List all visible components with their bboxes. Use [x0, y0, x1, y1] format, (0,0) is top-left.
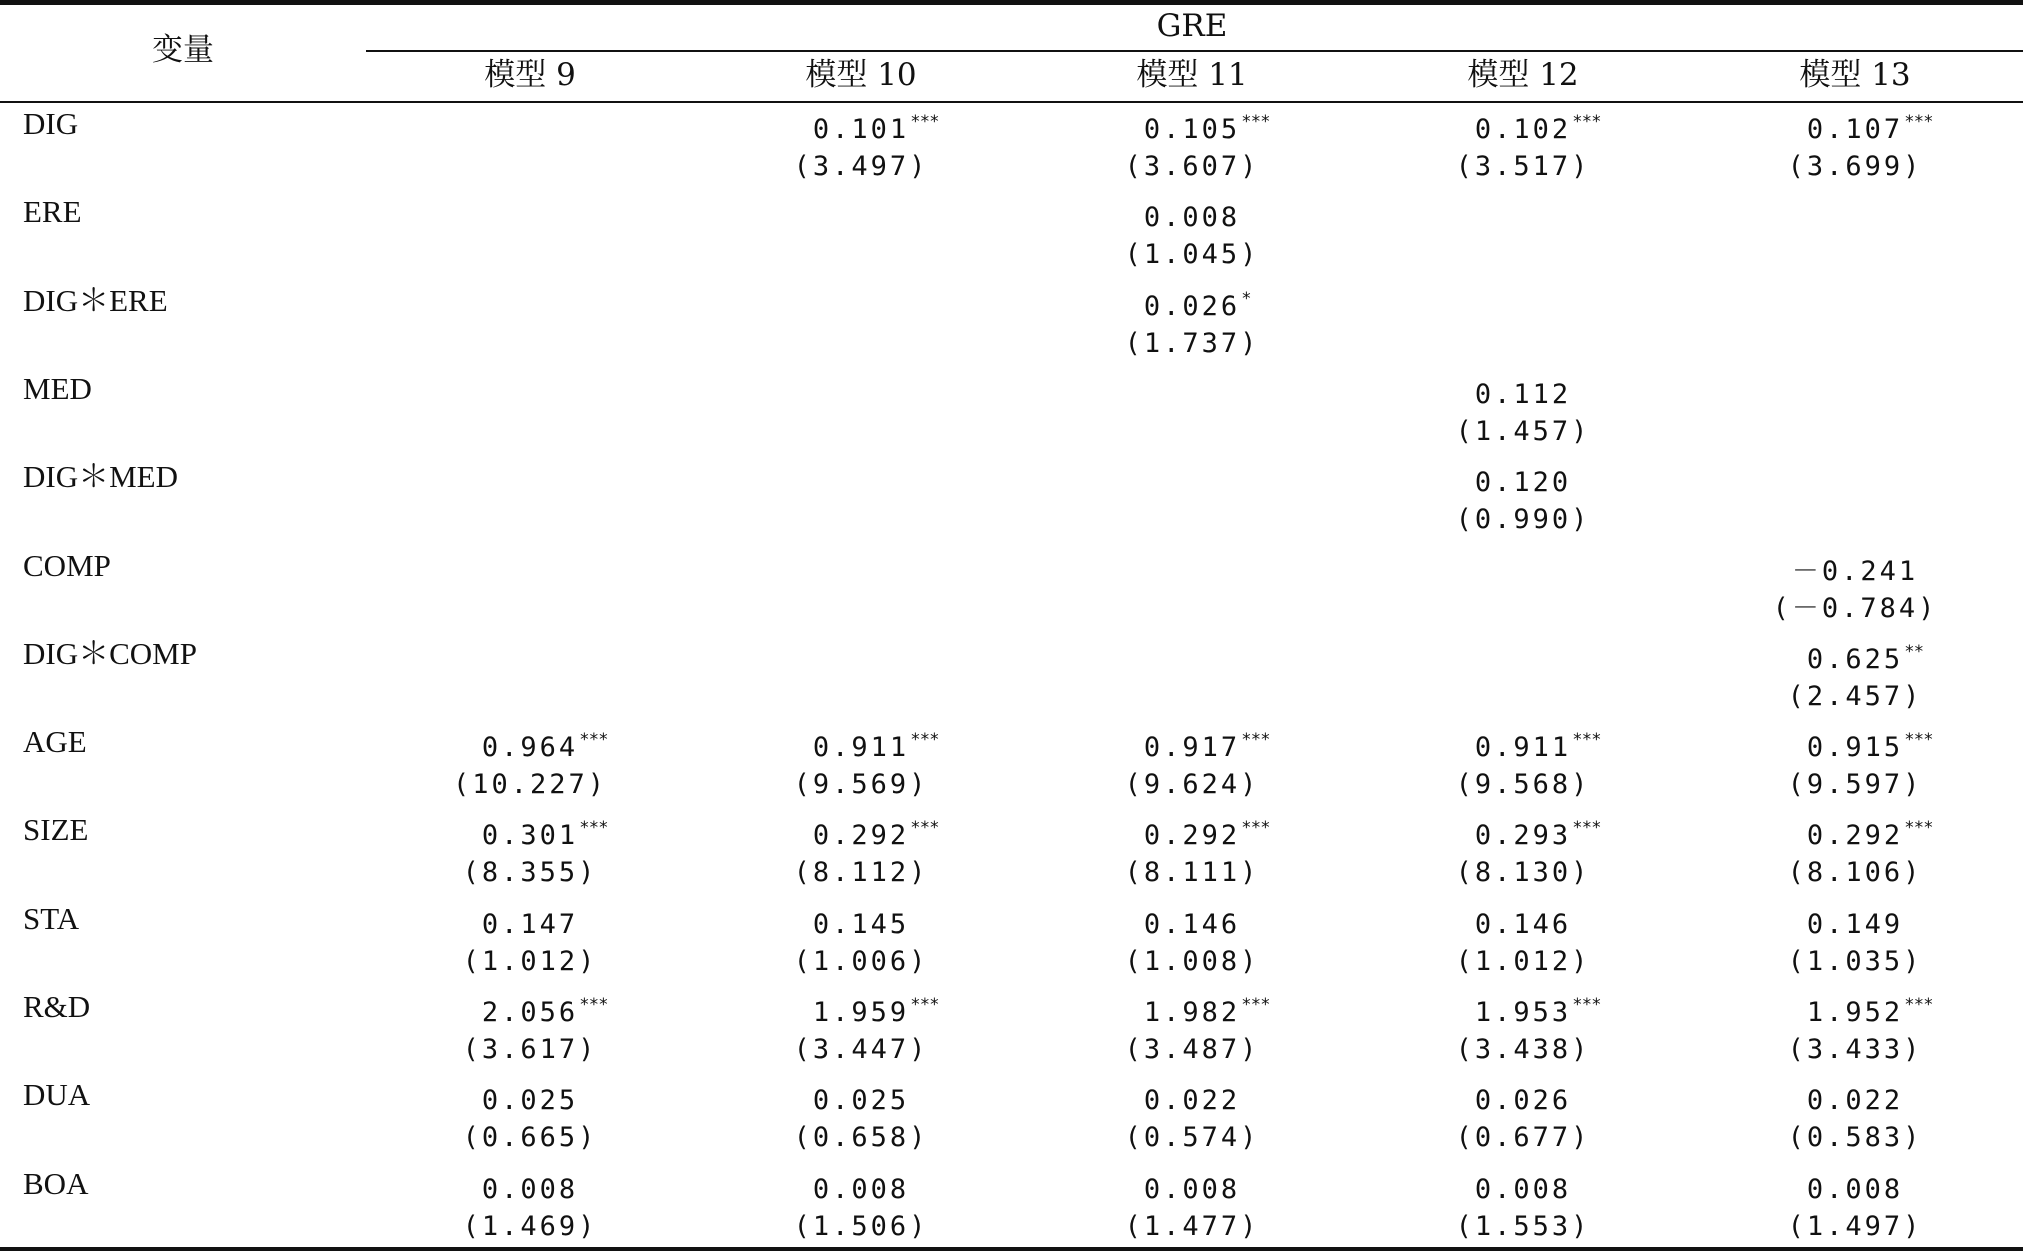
t-statistic-value: (3.447) — [793, 1034, 929, 1065]
model-header-11: 模型 11 — [1136, 57, 1248, 93]
t-statistic-cell — [1788, 677, 1923, 717]
t-statistic-cell — [1125, 1118, 1260, 1158]
coefficient-cell — [813, 1081, 909, 1121]
coefficient-cell — [1474, 728, 1602, 768]
t-statistic-value: (1.045) — [1124, 239, 1260, 271]
variable-header: 变量 — [152, 32, 214, 68]
t-statistic-cell — [794, 1030, 929, 1070]
t-statistic-cell — [794, 765, 929, 805]
t-statistic-cell — [1125, 324, 1260, 364]
coefficient-cell — [812, 728, 940, 768]
t-statistic-cell — [1773, 589, 1938, 629]
t-statistic-cell — [1125, 853, 1260, 893]
coefficient-value: 0.008 — [812, 1173, 910, 1205]
coefficient-cell — [1792, 552, 1918, 592]
t-statistic-cell — [1125, 1030, 1260, 1070]
t-statistic-value: (3.617) — [462, 1034, 598, 1065]
t-statistic-value: (1.457) — [1455, 415, 1591, 447]
t-statistic-cell — [1456, 412, 1591, 452]
top-rule — [0, 0, 2023, 5]
coefficient-cell — [1144, 1170, 1240, 1210]
t-statistic-cell — [1456, 500, 1591, 540]
coefficient-value: 0.107 — [1806, 114, 1904, 145]
coefficient-value: 0.292 — [1806, 820, 1904, 852]
variable-label: SIZE — [23, 812, 89, 848]
coefficient-cell — [1806, 993, 1934, 1033]
coefficient-value: 0.301 — [481, 820, 579, 852]
t-statistic-value: (3.607) — [1124, 151, 1260, 182]
t-statistic-value: (1.035) — [1787, 945, 1923, 977]
coefficient-cell — [1474, 816, 1602, 856]
coefficient-value: 0.293 — [1474, 820, 1572, 852]
coefficient-cell — [1143, 816, 1271, 856]
t-statistic-value: (8.106) — [1787, 857, 1923, 889]
coefficient-value: 0.105 — [1143, 114, 1241, 145]
coefficient-cell — [482, 1170, 578, 1210]
coefficient-cell — [812, 816, 940, 856]
t-statistic-value: (9.569) — [793, 769, 929, 801]
coefficient-value: 0.025 — [812, 1085, 910, 1117]
t-statistic-cell — [1456, 942, 1591, 982]
coefficient-cell — [1475, 375, 1571, 415]
t-statistic-value: (3.699) — [1787, 151, 1923, 182]
coefficient-value: 0.146 — [1474, 908, 1572, 940]
coefficient-value: 0.149 — [1806, 908, 1904, 940]
variable-label: DUA — [23, 1077, 91, 1113]
model-header-10: 模型 10 — [805, 57, 917, 93]
coefficient-value: 0.145 — [812, 908, 910, 940]
variable-label: DIG — [23, 106, 79, 141]
variable-label: AGE — [23, 724, 87, 760]
coefficient-cell — [813, 905, 909, 945]
t-statistic-value: (0.658) — [793, 1122, 929, 1154]
coefficient-cell — [1806, 816, 1934, 856]
group-rule — [366, 50, 2023, 52]
variable-label: MED — [23, 370, 92, 406]
variable-label: STA — [23, 900, 80, 936]
coefficient-value: 1.959 — [812, 997, 910, 1028]
t-statistic-value: (0.583) — [1787, 1122, 1923, 1154]
coefficient-value: 0.022 — [1806, 1085, 1904, 1117]
t-statistic-cell — [1456, 853, 1591, 893]
coefficient-cell — [1474, 110, 1602, 150]
t-statistic-value: (9.624) — [1124, 769, 1260, 801]
coefficient-cell — [1143, 728, 1271, 768]
significance-stars: *** — [1905, 818, 1934, 839]
t-statistic-value: (9.597) — [1787, 769, 1923, 801]
coefficient-cell — [482, 905, 578, 945]
significance-stars: *** — [1573, 818, 1602, 839]
t-statistic-value: (1.008) — [1124, 945, 1260, 977]
coefficient-value: 0.112 — [1474, 378, 1572, 410]
t-statistic-value: (1.012) — [1455, 945, 1591, 977]
t-statistic-value: (0.677) — [1455, 1122, 1591, 1154]
coefficient-value: 0.008 — [1806, 1173, 1904, 1205]
t-statistic-cell — [794, 853, 929, 893]
coefficient-cell — [812, 110, 940, 150]
t-statistic-cell — [1456, 1118, 1591, 1158]
t-statistic-cell — [1788, 1118, 1923, 1158]
coefficient-value: 0.025 — [481, 1085, 579, 1117]
header-rule — [0, 101, 2023, 103]
coefficient-cell — [1475, 463, 1571, 503]
significance-stars: *** — [1242, 112, 1271, 132]
coefficient-value: 0.964 — [481, 732, 579, 764]
significance-stars: *** — [1905, 730, 1934, 751]
coefficient-value: －0.241 — [1791, 555, 1919, 587]
coefficient-value: 0.026 — [1474, 1085, 1572, 1117]
t-statistic-cell — [1456, 147, 1591, 187]
coefficient-value: 0.008 — [1143, 1173, 1241, 1205]
t-statistic-cell — [1788, 1030, 1923, 1070]
coefficient-cell — [481, 728, 609, 768]
coefficient-cell — [1475, 1170, 1571, 1210]
t-statistic-value: (0.574) — [1124, 1122, 1260, 1154]
significance-stars: *** — [911, 112, 940, 132]
t-statistic-value: (3.438) — [1455, 1034, 1591, 1065]
t-statistic-value: (1.006) — [793, 945, 929, 977]
t-statistic-cell — [1456, 765, 1591, 805]
t-statistic-value: (3.433) — [1787, 1034, 1923, 1065]
significance-stars: ** — [1905, 641, 1925, 662]
coefficient-cell — [1474, 993, 1602, 1033]
variable-label: ERE — [23, 194, 82, 230]
coefficient-value: 0.625 — [1806, 643, 1904, 675]
variable-label: DIG＊ERE — [23, 282, 168, 318]
coefficient-cell — [1806, 110, 1934, 150]
t-statistic-value: (－0.784) — [1772, 592, 1938, 624]
t-statistic-value: (1.506) — [793, 1210, 929, 1242]
coefficient-cell — [1807, 1081, 1903, 1121]
t-statistic-value: (9.568) — [1455, 769, 1591, 801]
t-statistic-value: (1.737) — [1124, 327, 1260, 359]
coefficient-cell — [1807, 905, 1903, 945]
coefficient-value: 0.146 — [1143, 908, 1241, 940]
t-statistic-cell — [1788, 765, 1923, 805]
variable-label: DIG＊MED — [23, 459, 178, 495]
t-statistic-cell — [1125, 147, 1260, 187]
coefficient-value: 0.147 — [481, 908, 579, 940]
t-statistic-cell — [794, 1118, 929, 1158]
significance-stars: *** — [1573, 112, 1602, 132]
significance-stars: *** — [1905, 995, 1934, 1015]
t-statistic-cell — [1125, 765, 1260, 805]
t-statistic-cell — [1125, 942, 1260, 982]
coefficient-value: 0.915 — [1806, 732, 1904, 764]
t-statistic-value: (1.553) — [1455, 1210, 1591, 1242]
t-statistic-value: (8.355) — [462, 857, 598, 889]
coefficient-cell — [1143, 287, 1252, 327]
t-statistic-cell — [463, 942, 598, 982]
model-header-9: 模型 9 — [484, 57, 576, 93]
t-statistic-cell — [794, 147, 929, 187]
significance-stars: *** — [911, 730, 940, 751]
t-statistic-cell — [463, 1118, 598, 1158]
coefficient-cell — [482, 1081, 578, 1121]
coefficient-cell — [1144, 1081, 1240, 1121]
significance-stars: *** — [1242, 730, 1271, 751]
coefficient-cell — [812, 993, 940, 1033]
model-header-12: 模型 12 — [1467, 57, 1579, 93]
coefficient-value: 0.008 — [1143, 202, 1241, 234]
coefficient-value: 0.292 — [1143, 820, 1241, 852]
significance-stars: *** — [580, 818, 609, 839]
coefficient-value: 2.056 — [481, 997, 579, 1028]
t-statistic-cell — [1125, 235, 1260, 275]
group-header: GRE — [1156, 8, 1228, 44]
t-statistic-value: (1.469) — [462, 1210, 598, 1242]
t-statistic-cell — [1788, 853, 1923, 893]
coefficient-cell — [1807, 1170, 1903, 1210]
t-statistic-value: (1.477) — [1124, 1210, 1260, 1242]
t-statistic-cell — [463, 1030, 598, 1070]
t-statistic-value: (8.111) — [1124, 857, 1260, 889]
t-statistic-value: (3.517) — [1455, 151, 1591, 182]
t-statistic-value: (1.497) — [1787, 1210, 1923, 1242]
coefficient-value: 0.120 — [1474, 467, 1572, 499]
coefficient-value: 0.911 — [812, 732, 910, 764]
coefficient-cell — [481, 993, 609, 1033]
coefficient-value: 0.101 — [812, 114, 910, 145]
coefficient-value: 0.911 — [1474, 732, 1572, 764]
coefficient-cell — [1144, 198, 1240, 238]
bottom-rule — [0, 1247, 2023, 1251]
t-statistic-cell — [1456, 1030, 1591, 1070]
t-statistic-cell — [463, 1207, 598, 1247]
coefficient-cell — [1143, 110, 1271, 150]
t-statistic-cell — [1456, 1207, 1591, 1247]
variable-label: DIG＊COMP — [23, 635, 197, 671]
t-statistic-cell — [463, 853, 598, 893]
coefficient-value: 0.008 — [1474, 1173, 1572, 1205]
coefficient-value: 1.952 — [1806, 997, 1904, 1028]
t-statistic-value: (2.457) — [1787, 680, 1923, 712]
t-statistic-value: (3.497) — [793, 151, 929, 182]
coefficient-value: 0.917 — [1143, 732, 1241, 764]
coefficient-cell — [813, 1170, 909, 1210]
variable-label: COMP — [23, 547, 111, 583]
coefficient-cell — [1475, 1081, 1571, 1121]
t-statistic-value: (8.130) — [1455, 857, 1591, 889]
coefficient-cell — [1143, 993, 1271, 1033]
significance-stars: *** — [911, 818, 940, 839]
significance-stars: *** — [580, 995, 609, 1015]
t-statistic-value: (0.990) — [1455, 504, 1591, 536]
t-statistic-value: (3.487) — [1124, 1034, 1260, 1065]
significance-stars: *** — [1905, 112, 1934, 132]
variable-label: R&D — [23, 989, 91, 1024]
t-statistic-value: (8.112) — [793, 857, 929, 889]
t-statistic-cell — [794, 1207, 929, 1247]
t-statistic-cell — [794, 942, 929, 982]
significance-stars: * — [1242, 288, 1252, 309]
coefficient-value: 1.982 — [1143, 997, 1241, 1028]
significance-stars: *** — [1242, 818, 1271, 839]
coefficient-cell — [1475, 905, 1571, 945]
significance-stars: *** — [1242, 995, 1271, 1015]
t-statistic-cell — [1788, 942, 1923, 982]
model-header-13: 模型 13 — [1799, 57, 1911, 93]
t-statistic-cell — [453, 765, 607, 805]
t-statistic-value: (10.227) — [452, 769, 608, 801]
coefficient-value: 1.953 — [1474, 997, 1572, 1028]
coefficient-value: 0.026 — [1143, 290, 1241, 322]
significance-stars: *** — [580, 730, 609, 751]
significance-stars: *** — [1573, 995, 1602, 1015]
coefficient-cell — [1806, 640, 1925, 680]
coefficient-value: 0.022 — [1143, 1085, 1241, 1117]
t-statistic-value: (1.012) — [462, 945, 598, 977]
variable-label: BOA — [23, 1165, 89, 1201]
significance-stars: *** — [1573, 730, 1602, 751]
t-statistic-value: (0.665) — [462, 1122, 598, 1154]
t-statistic-cell — [1125, 1207, 1260, 1247]
coefficient-value: 0.008 — [481, 1173, 579, 1205]
coefficient-value: 0.292 — [812, 820, 910, 852]
coefficient-cell — [1144, 905, 1240, 945]
significance-stars: *** — [911, 995, 940, 1015]
t-statistic-cell — [1788, 147, 1923, 187]
coefficient-cell — [1806, 728, 1934, 768]
coefficient-cell — [481, 816, 609, 856]
t-statistic-cell — [1788, 1207, 1923, 1247]
coefficient-value: 0.102 — [1474, 114, 1572, 145]
